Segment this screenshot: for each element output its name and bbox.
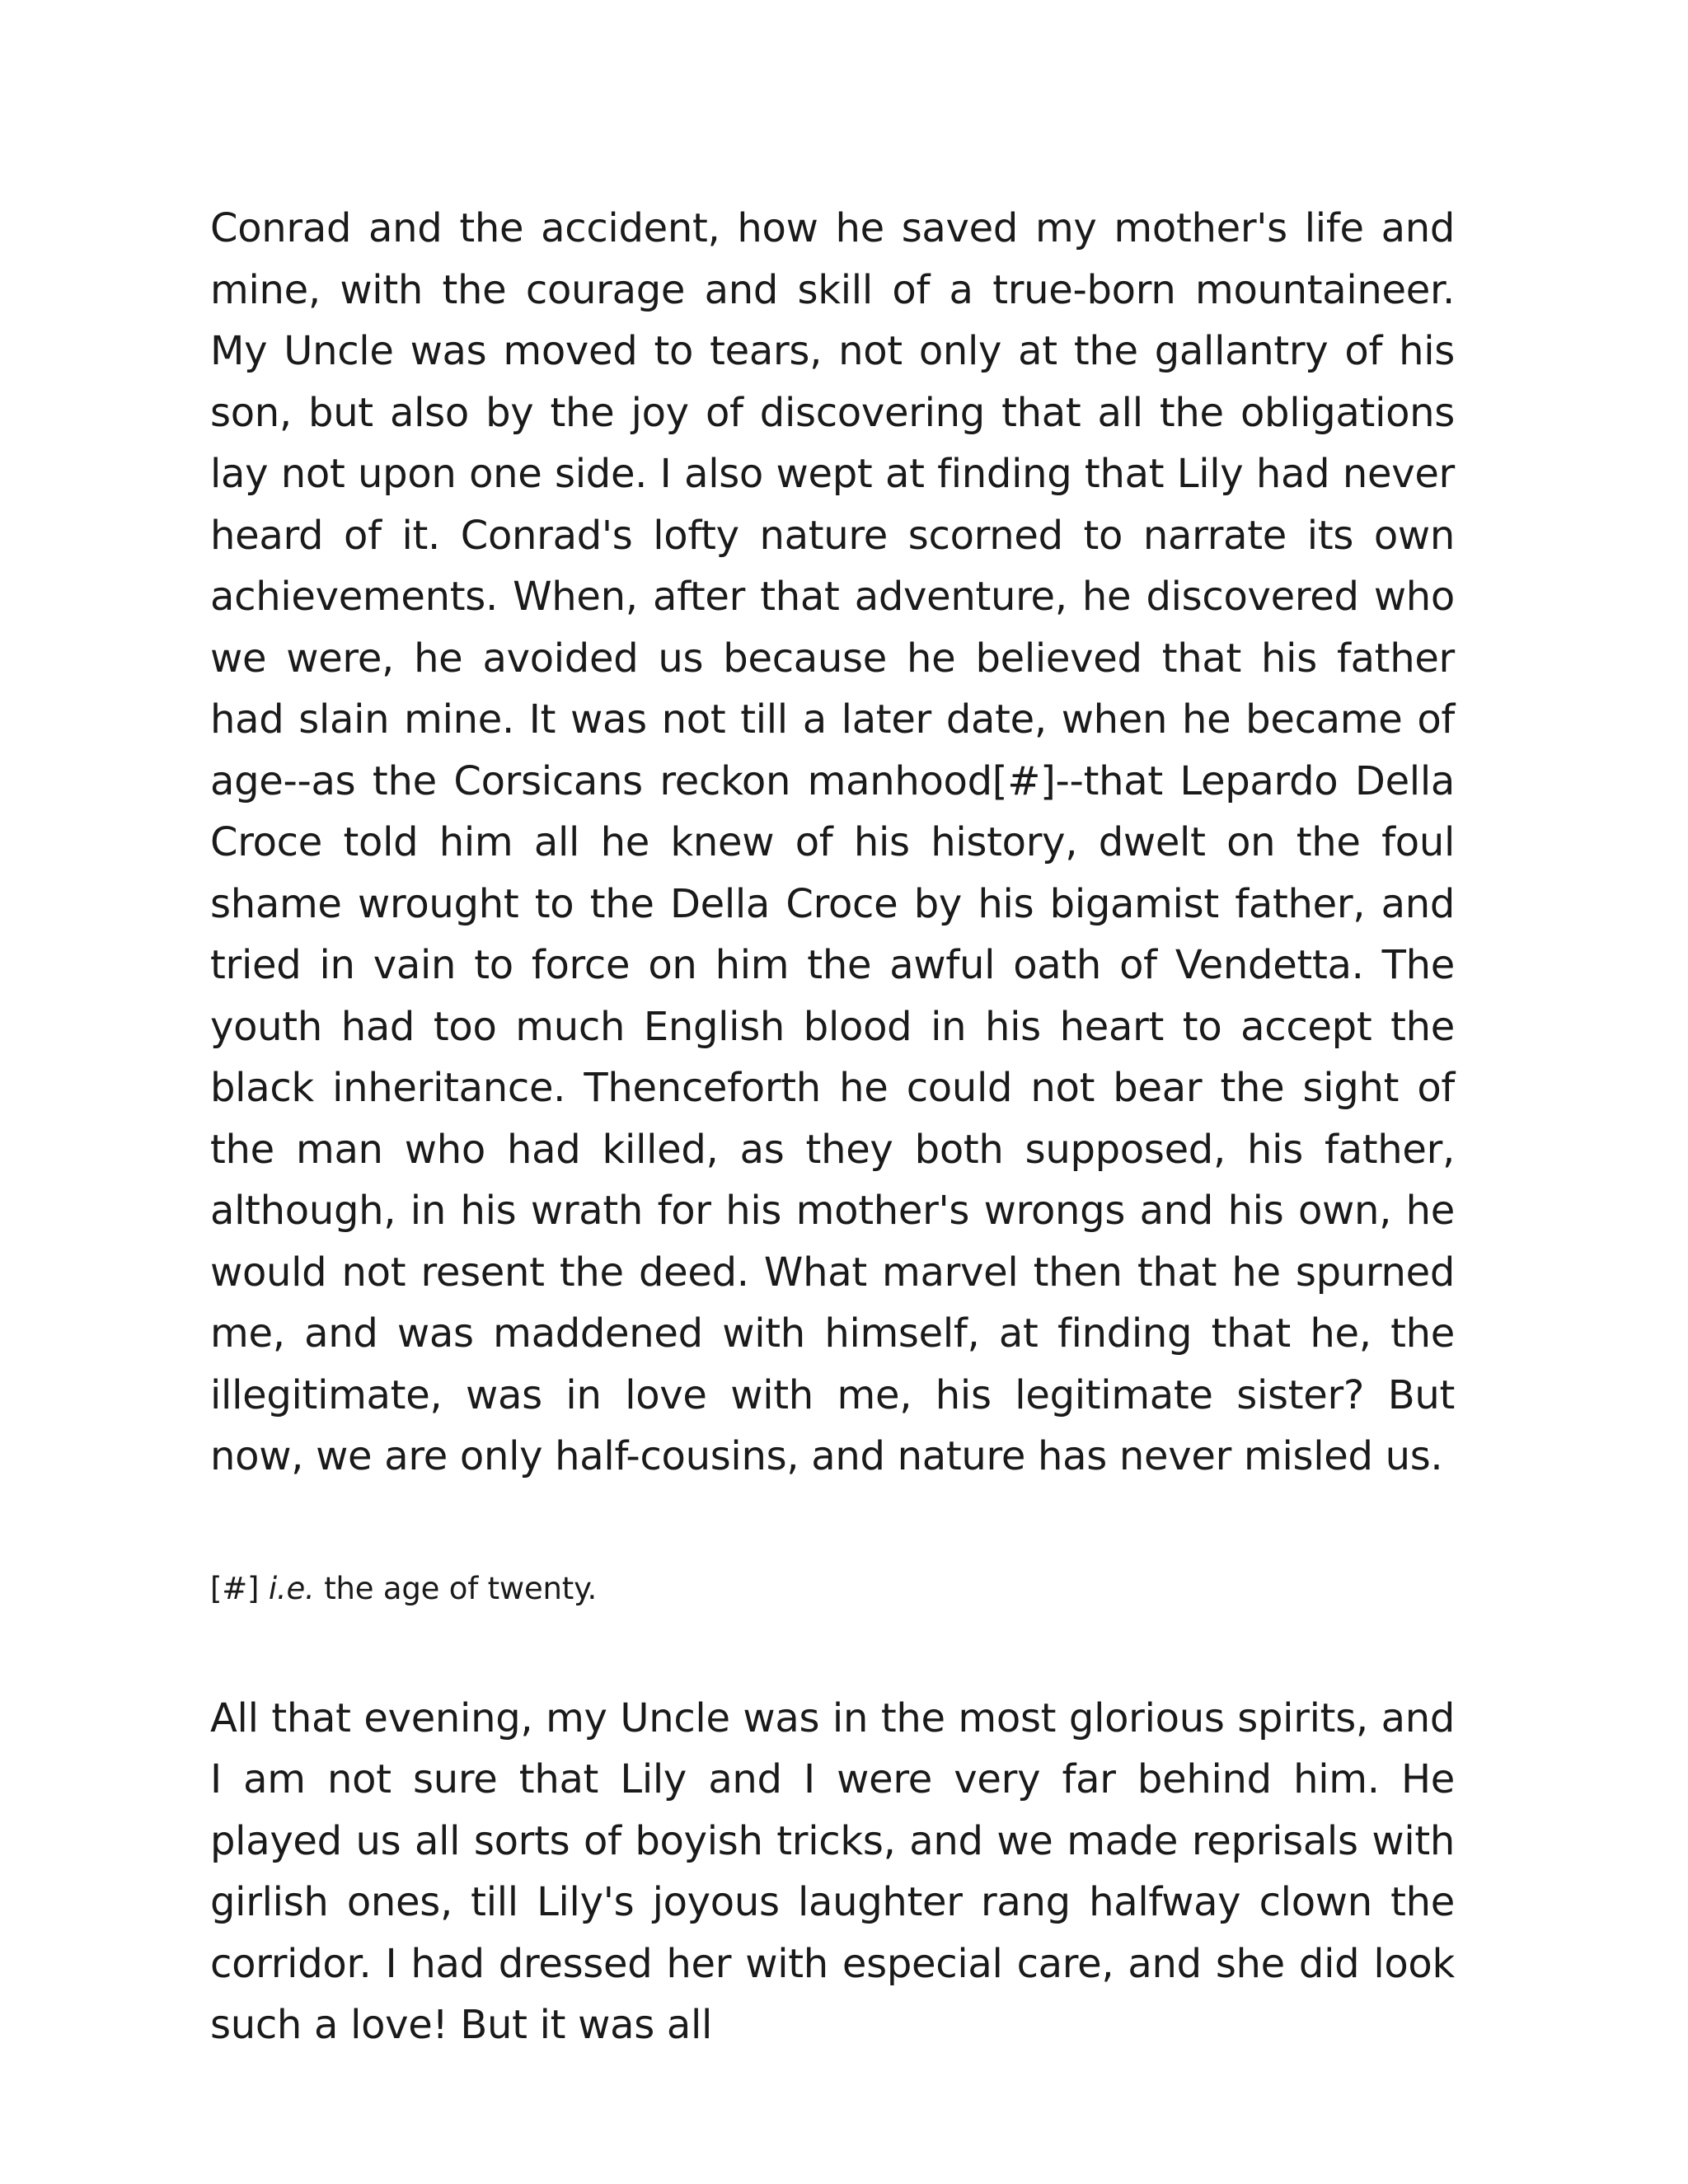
footnote-abbreviation: i.e. [268, 1570, 315, 1606]
footnote-text: the age of twenty. [324, 1570, 598, 1606]
body-paragraph: Conrad and the accident, how he saved my mother's life and mine, with the courage and skill of a true-born mountaineer. My Uncle was moved to tears, not only at the gallantry of his son, but also by the joy of discovering that all the obligations lay not upon one side. I also wept at finding that Lily had never heard of it. Conrad's lofty nature scorned to narrate its own achievements. When, after that adventure, he discovered who we were, he avoided us because he believed that his father had slain mine. It was not till a later date, when he became of age--as the Corsicans reckon manhood[#]--that Lepardo Della Croce told him all he knew of his history, dwelt on the foul shame wrought to the Della Croce by his bigamist father, and tried in vain to force on him the awful oath of Vendetta. The youth had too much English blood in his heart to accept the black inheritance. Thenceforth he could not bear the sight of the man who had killed, as they both supposed, his father, although, in his wrath for his mother's wrongs and his own, he would not resent the deed. What marvel then that he spurned me, and was maddened with himself, at finding that he, the illegitimate, was in love with me, his legitimate sister? But now, we are only half-cousins, and nature has never misled us. [210, 205, 1455, 1479]
footnote-marker: [#] [210, 1570, 260, 1606]
document-page [210, 198, 1455, 2056]
footnote [210, 1568, 1455, 1610]
body-paragraph: All that evening, my Uncle was in the most glorious spirits, and I am not sure that Lily and I were very far behind him. He played us all sorts of boyish tricks, and we made reprisals with girlish ones, till Lily's joyous laughter rang halfway clown the corridor. I had dressed her with especial care, and she did look such a love! But it was all [210, 1694, 1455, 2048]
